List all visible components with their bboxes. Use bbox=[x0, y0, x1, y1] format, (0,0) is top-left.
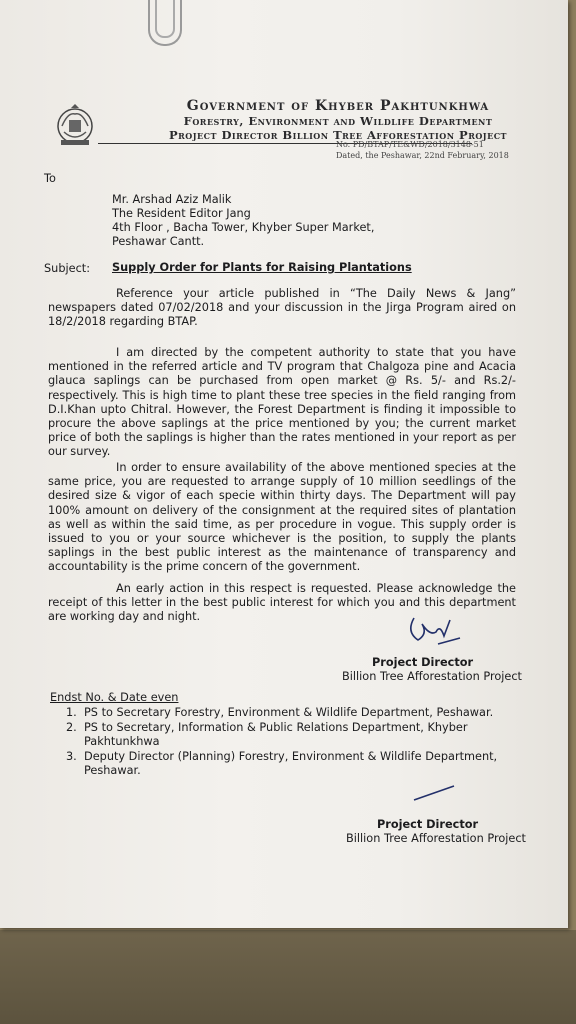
paragraph-1-text: Reference your article published in “The Daily News & Jang” newspapers dated 07/02/2018 and your discussion in the Jirga Program aired on 18/2/2018 regarding BTAP. bbox=[48, 287, 516, 329]
to-label: To bbox=[44, 172, 56, 185]
paragraph-4-text: An early action in this respect is requested. Please acknowledge the receipt of this letter in the best public interest for which you and this department are working day and night. bbox=[48, 582, 516, 624]
header-department: Forestry, Environment and Wildlife Department bbox=[183, 114, 493, 128]
list-item bbox=[66, 721, 506, 749]
list-item bbox=[66, 750, 506, 778]
subject-text: Supply Order for Plants for Raising Plantations bbox=[112, 261, 412, 274]
list-item-text: Deputy Director (Planning) Forestry, Environment & Wildlife Department, Peshawar. bbox=[84, 750, 498, 777]
paragraph-3 bbox=[48, 461, 516, 575]
signature-2-project: Billion Tree Afforestation Project bbox=[346, 832, 526, 845]
signature-2-icon bbox=[410, 780, 460, 804]
list-item-text: PS to Secretary, Information & Public Relations Department, Khyber Pakhtunkhwa bbox=[84, 721, 468, 748]
endorsement-heading: Endst No. & Date even bbox=[50, 691, 179, 704]
subject-label: Subject: bbox=[44, 262, 91, 275]
list-item bbox=[66, 706, 506, 720]
list-item-number: 1. bbox=[66, 706, 77, 719]
recipient-name: Mr. Arshad Aziz Malik bbox=[112, 193, 232, 206]
paragraph-2 bbox=[48, 346, 516, 460]
endorsement-list bbox=[66, 706, 506, 779]
signature-2-designation: Project Director bbox=[377, 818, 479, 831]
paragraph-1 bbox=[48, 287, 516, 330]
header-government: Government of Khyber Pakhtunkhwa bbox=[186, 98, 490, 114]
list-item-text: PS to Secretary Forestry, Environment & Wildlife Department, Peshawar. bbox=[84, 706, 494, 719]
desk-surface bbox=[0, 930, 576, 1024]
date-line: Dated, the Peshawar, 22nd February, 2018 bbox=[336, 151, 509, 160]
paragraph-2-text: I am directed by the competent authority to state that you have mentioned in the referred article and TV program that Chalgoza pine and Acacia glauca saplings can be purchased from open market @ Rs. 5/- and Rs.2/- respectively. This is high time to plant these tree species in the field ranging from D.I.Khan upto Chitral. However, the Forest Department is finding it impossible to procure the above saplings at the price mentioned by you; the current market price of both the saplings is higher than the rates mentioned in your report as per our survey. bbox=[48, 346, 516, 459]
header-project: Project Director Billion Tree Afforestation Project bbox=[168, 128, 508, 142]
recipient-address-line1: 4th Floor , Bacha Tower, Khyber Super Market, bbox=[112, 221, 375, 234]
paper-clip-inner bbox=[155, 0, 175, 38]
signature-1-designation: Project Director bbox=[372, 656, 474, 669]
signature-1-icon bbox=[400, 614, 480, 654]
list-item-number: 2. bbox=[66, 721, 77, 734]
paragraph-3-text: In order to ensure availability of the above mentioned species at the same price, you are requested to arrange supply of 10 million seedlings of the desired size & vigor of each specie within thirty days. The Department will pay 100% amount on delivery of the consignment at the required sites of plantation as well as within the said time, as per procedure in vogue. This supply order is issued to you or your source whichever is the position, to supply the plants saplings in the best public interest as the maintenance of transparency and accountability is the prime concern of the government. bbox=[48, 461, 516, 574]
signature-1-project: Billion Tree Afforestation Project bbox=[342, 670, 522, 683]
reference-number: No. PD/BTAP/TE&WD/2018/3148-51 bbox=[336, 140, 484, 149]
recipient-address-line2: Peshawar Cantt. bbox=[112, 235, 205, 248]
list-item-number: 3. bbox=[66, 750, 77, 763]
recipient-title: The Resident Editor Jang bbox=[112, 207, 251, 220]
